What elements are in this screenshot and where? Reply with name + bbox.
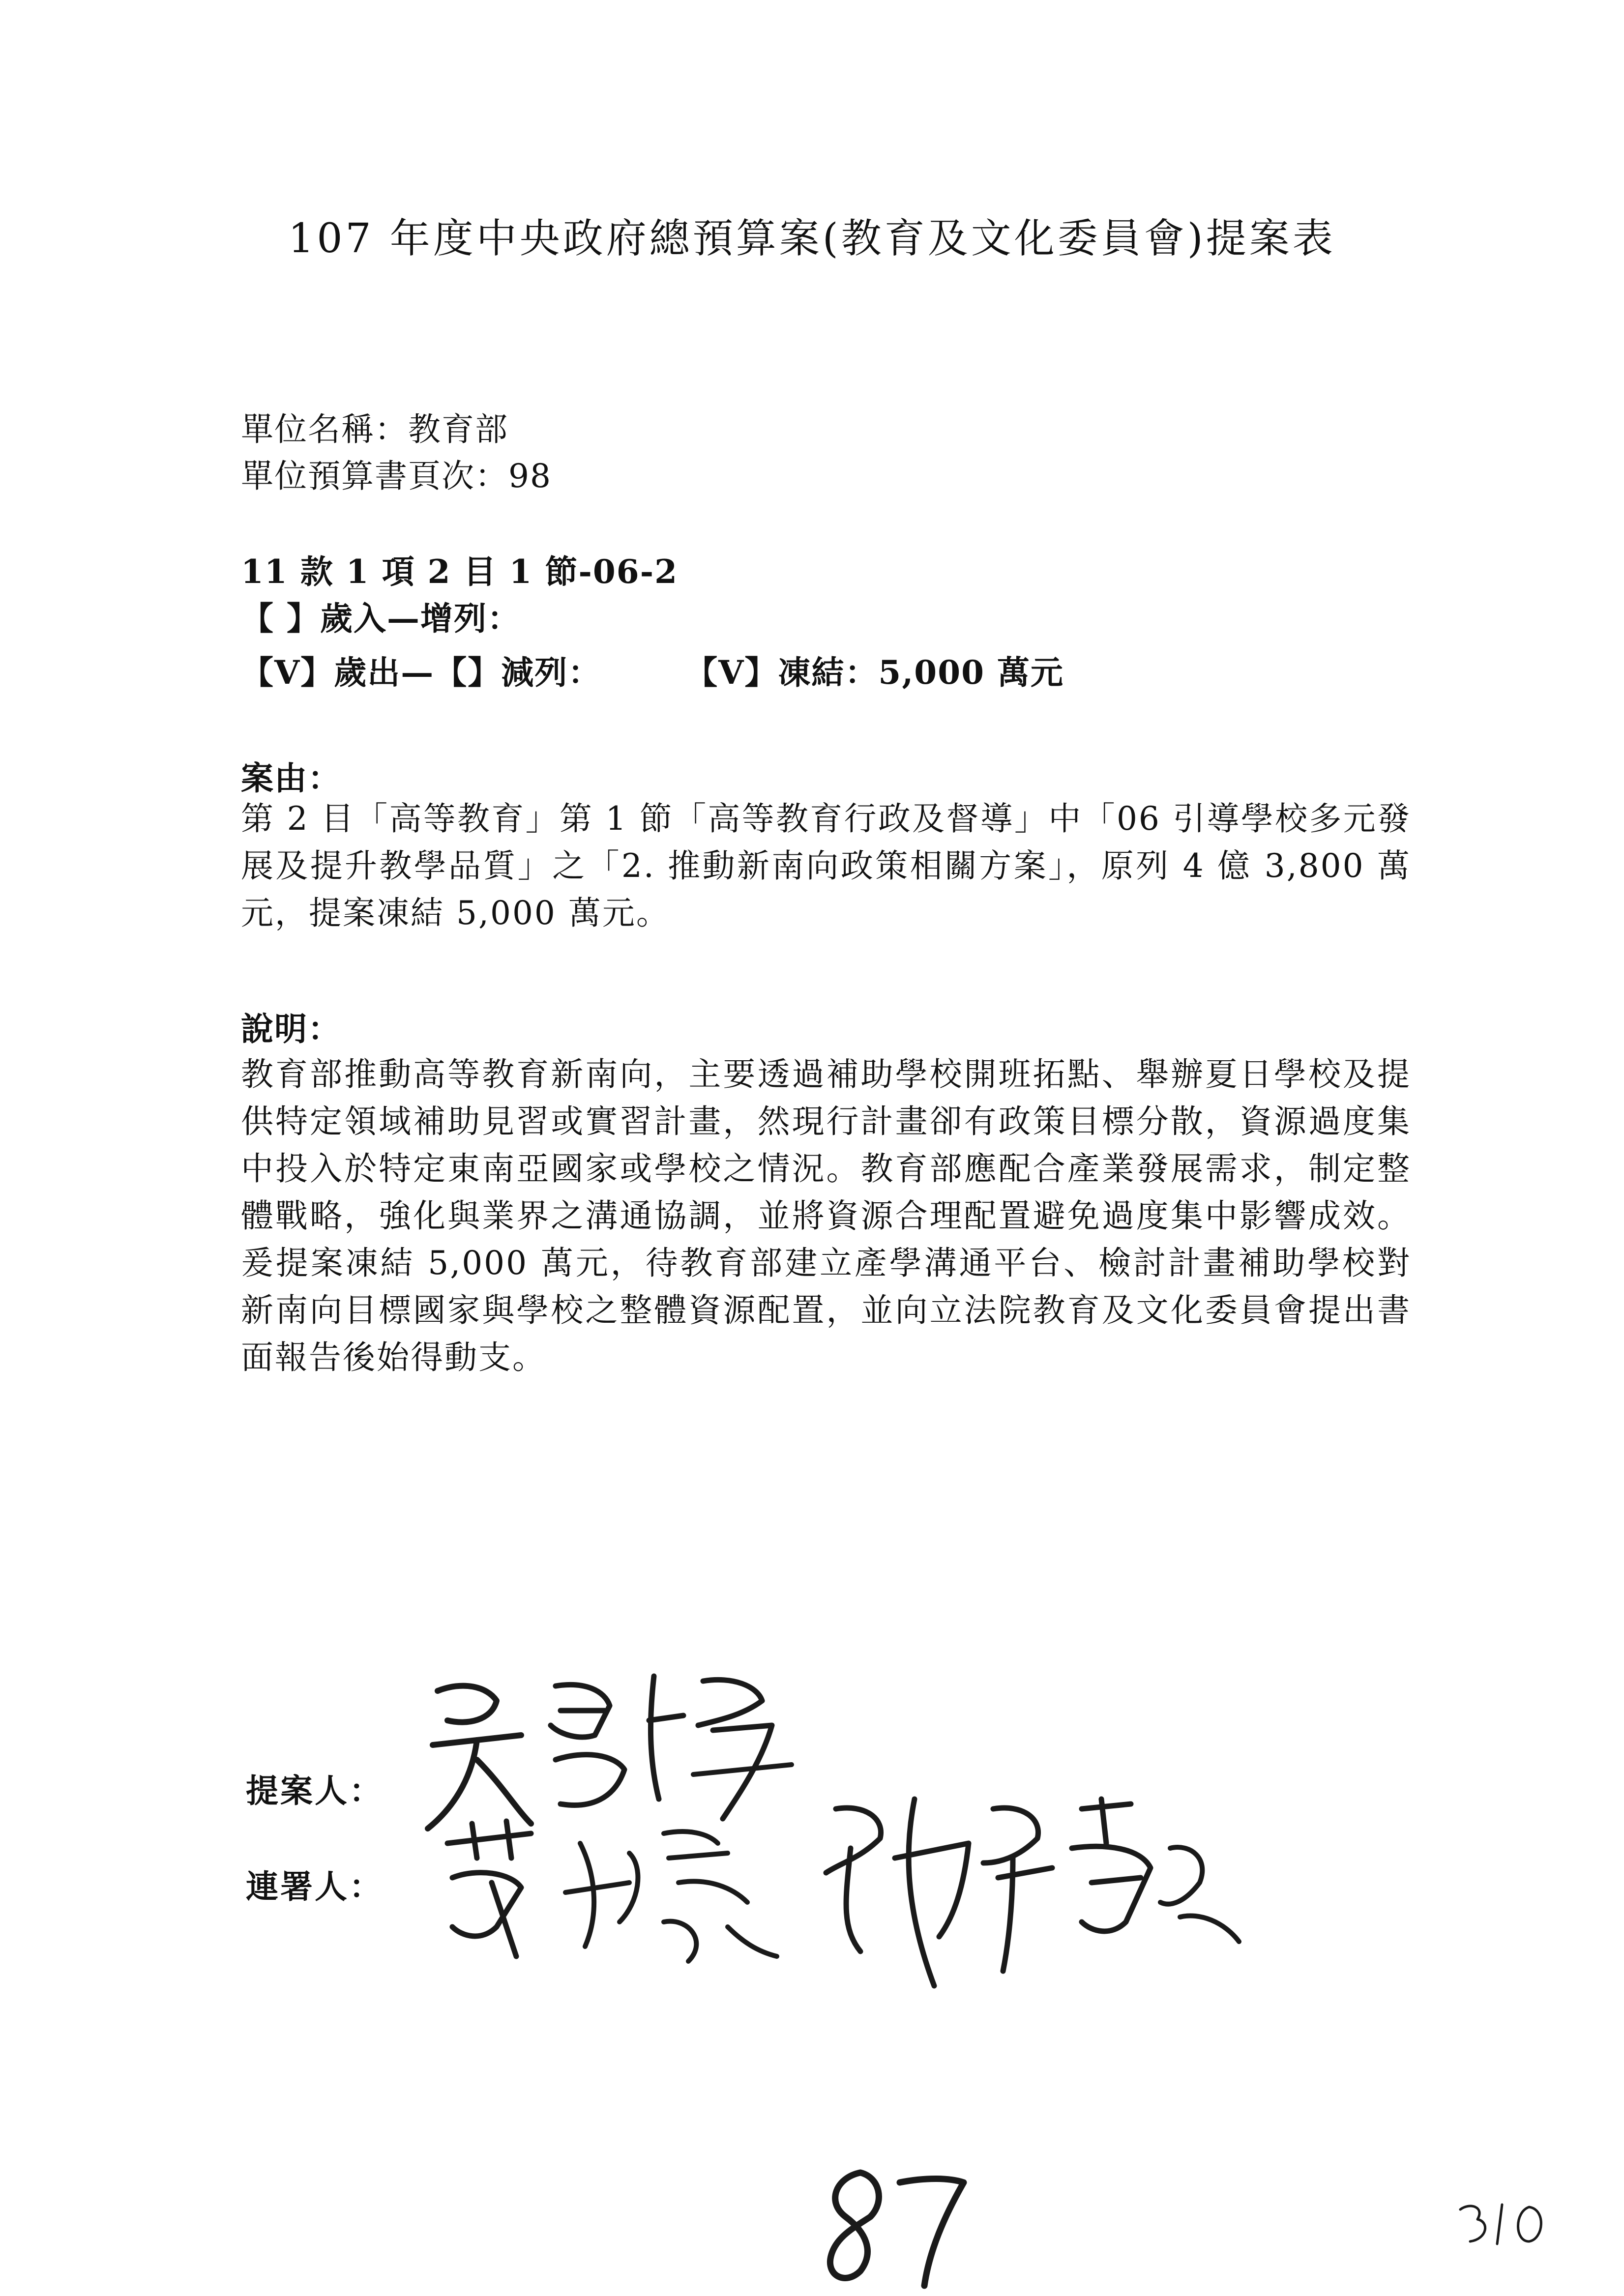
reason-heading: 案由： (241, 759, 341, 797)
cosigner-label: 連署人： (246, 1867, 384, 1906)
unit-name: 單位名稱：教育部 (241, 410, 508, 448)
explanation-heading: 說明： (241, 1010, 341, 1048)
cosigner-signature-2 (806, 1789, 1249, 1996)
budget-page: 單位預算書頁次：98 (241, 457, 552, 495)
explanation-text: 教育部推動高等教育新南向，主要透過補助學校開班拓點、舉辦夏日學校及提供特定領域補助見習或實習計畫，然現行計畫卻有政策目標分散，資源過度集中投入於特定東南亞國家或學校之情況。教育部應配合產業發展需求，制定整體戰略，強化與業界之溝通協調，並將資源合理配置避免過度集中影響成效。爰提案凍結 5,000 萬元，待教育部建立產學溝通平台、檢討計畫補助學校對新南向目標國家與學校之整體資源配置，並向立法院教育及文化委員會提出書面報告後始得動支。 (241, 1055, 1411, 1376)
handwritten-corner-note (1455, 2197, 1554, 2251)
item-code: 11 款 1 項 2 目 1 節-06-2 (241, 552, 679, 591)
document-title: 107 年度中央政府總預算案(教育及文化委員會)提案表 (288, 215, 1336, 262)
cosigner-signature-1 (433, 1814, 787, 1971)
expenditure-line (241, 646, 1064, 693)
proposer-label: 提案人： (246, 1772, 384, 1810)
reason-text: 第 2 目「高等教育」第 1 節「高等教育行政及督導」中「06 引導學校多元發展及提升教學品質」之「2. 推動新南向政策相關方案」，原列 4 億 3,800 萬元，提案凍結 5,000 萬元。 (241, 800, 1411, 932)
revenue-line: 【 】歲入—增列： (241, 599, 521, 638)
handwritten-page-number (816, 2158, 974, 2296)
expenditure-freeze: 【V】凍結：5,000 萬元 (685, 653, 1064, 692)
expenditure-reduce: 【V】歲出—【】減列： (241, 653, 602, 692)
